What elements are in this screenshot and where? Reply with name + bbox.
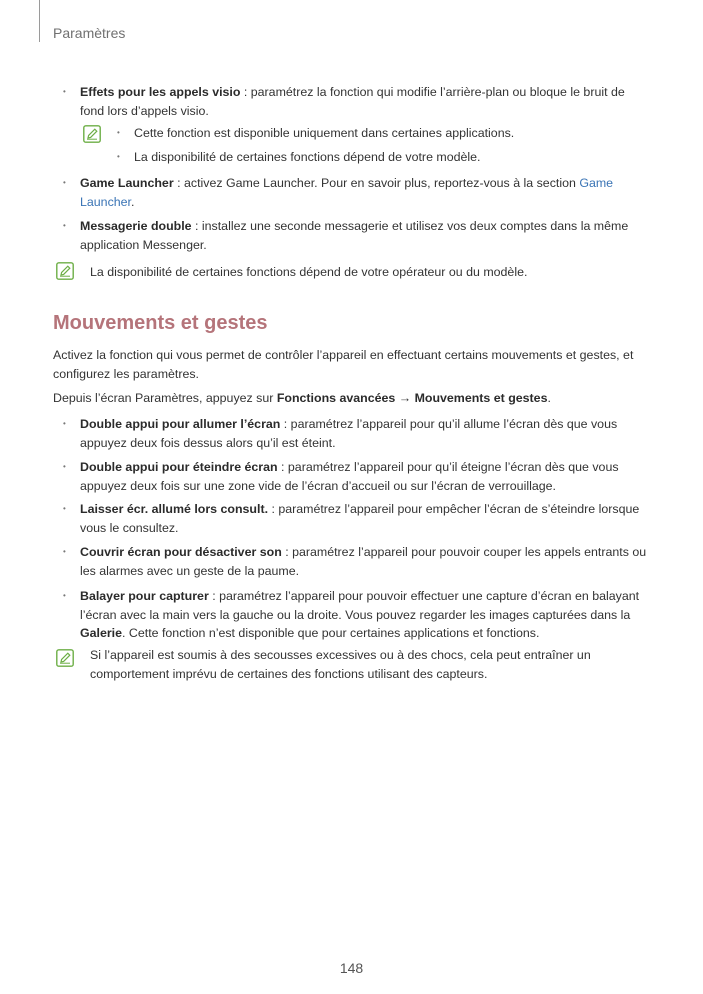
page-header-title: Paramètres — [53, 25, 126, 41]
list-item-visio-effects — [80, 83, 650, 120]
list-item-double-tap-on — [80, 415, 650, 452]
header-rule — [39, 0, 40, 42]
item-text-after: . — [130, 194, 135, 209]
item-text: : paramétrez l’appareil pour pouvoir couper les appels entrants ou les alarmes avec un geste de la paume. — [80, 545, 647, 578]
item-text: : paramétrez l’appareil pour empêcher l’écran de s’éteindre lorsque vous le consultez. — [80, 502, 640, 535]
note-pencil-icon — [56, 649, 74, 667]
path-prefix: Depuis l’écran Paramètres, appuyez sur — [53, 391, 277, 405]
note-sensors: Si l’appareil est soumis à des secousses excessives ou à des chocs, cela peut entraîner un comportement imprévu de certaines des fonctions utilisant des capteurs. — [90, 648, 591, 681]
list-item-dual-messenger — [80, 217, 650, 254]
item-text: : paramétrez l’appareil pour qu’il éteigne l’écran dès que vous appuyez deux fois sur une zone vide de l’écran d’accueil ou sur l’écran de verrouillage. — [80, 460, 619, 493]
list-item-keep-screen-on — [80, 500, 650, 537]
item-term: Game Launcher — [80, 176, 174, 190]
item-term: Couvrir écran pour désactiver son — [80, 545, 282, 559]
list-item-palm-swipe — [80, 587, 650, 643]
list-item-palm-mute — [80, 543, 650, 580]
note-item: • La disponibilité de certaines fonctions dépend de votre modèle. — [134, 148, 634, 167]
note-pencil-icon — [56, 262, 74, 280]
item-term: Double appui pour allumer l’écran — [80, 417, 281, 431]
section-title: Mouvements et gestes — [53, 312, 268, 334]
path-step-motions: Mouvements et gestes — [414, 391, 548, 405]
gallery-term: Galerie — [80, 626, 123, 640]
section-intro: Activez la fonction qui vous permet de contrôler l’appareil en effectuant certains mouvements et gestes, et configurez les paramètres. — [53, 348, 634, 381]
list-item-game-launcher — [80, 174, 650, 211]
item-term: Laisser écr. allumé lors consult. — [80, 502, 269, 516]
item-term: Effets pour les appels visio — [80, 85, 241, 99]
item-term: Messagerie double — [80, 219, 192, 233]
note-pencil-icon — [83, 125, 101, 143]
item-text: : paramétrez l’appareil pour qu’il allume l’écran dès que vous appuyez deux fois dessus alors qu’il est éteint. — [80, 417, 618, 450]
page-number: 148 — [339, 960, 364, 976]
item-text: : paramétrez l’appareil pour pouvoir effectuer une capture d’écran en balayant l’écran avec la main vers la gauche ou la droite. Vous pouvez regarder les images capturées dans la — [80, 589, 640, 622]
path-step-advanced: Fonctions avancées — [276, 391, 396, 405]
path-end: . — [547, 391, 551, 405]
game-launcher-link[interactable]: Game Launcher — [80, 176, 614, 209]
list-item-double-tap-off — [80, 458, 650, 495]
item-text: : activez Game Launcher. Pour en savoir plus, reportez-vous à la section — [173, 176, 580, 190]
item-term: Double appui pour éteindre écran — [80, 460, 278, 474]
settings-path — [53, 389, 653, 408]
item-text: : installez une seconde messagerie et utilisez vos deux comptes dans la même application Messenger. — [80, 219, 629, 252]
item-term: Balayer pour capturer — [80, 589, 209, 603]
note-operator: La disponibilité de certaines fonctions dépend de votre opérateur ou du modèle. — [90, 265, 528, 279]
path-arrow: → — [395, 391, 415, 405]
item-text-after: . Cette fonction n’est disponible que pour certaines applications et fonctions. — [122, 626, 540, 640]
item-text: : paramétrez la fonction qui modifie l’arrière-plan ou bloque le bruit de fond lors d’appels visio. — [80, 85, 625, 118]
note-item: • Cette fonction est disponible uniquement dans certaines applications. — [134, 124, 634, 143]
